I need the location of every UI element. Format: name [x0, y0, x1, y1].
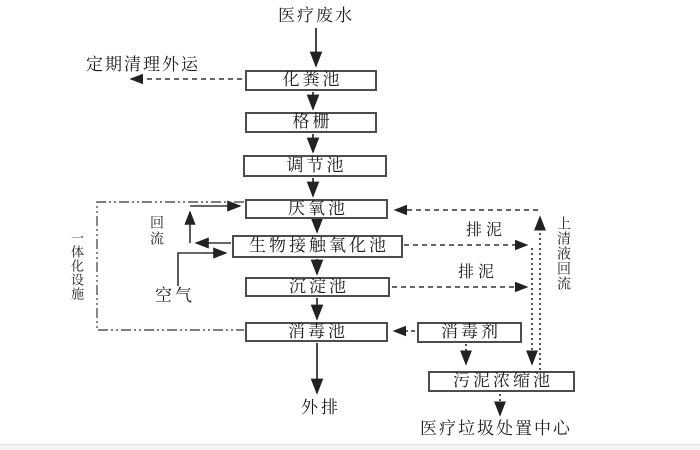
label-sludge-discharge-upper: 排泥 [466, 220, 507, 239]
air-inlet-line [178, 253, 226, 286]
label-medical-wastewater-source: 医疗废水 [278, 6, 354, 26]
node-label: 厌氧池 [288, 198, 348, 219]
node-label: 污泥浓缩池 [453, 371, 553, 391]
node-label: 生物接触氧化池 [249, 236, 389, 256]
label-supernatant-reflux: 上清液回流 [555, 216, 571, 291]
label-air: 空气 [155, 286, 195, 306]
node-label: 消毒池 [288, 321, 348, 342]
label-regular-cleanout-removal: 定期清理外运 [86, 55, 200, 75]
integrated-facility-enclosure [97, 202, 244, 330]
image-bottom-edge-strip [0, 444, 700, 450]
node-sedimentation-tank [245, 277, 390, 297]
node-bar-screen [245, 112, 377, 133]
node-disinfection-tank [245, 322, 388, 342]
node-regulating-tank [243, 155, 387, 177]
node-label: 调节池 [286, 155, 347, 176]
node-sludge-thickening-tank [428, 371, 575, 392]
label-outfall-discharge: 外排 [301, 398, 341, 418]
node-septic-tank [245, 70, 377, 91]
label-integrated-facility: 一体化设施 [68, 231, 83, 301]
label-medical-waste-disposal-center: 医疗垃圾处置中心 [420, 419, 572, 439]
node-label: 消毒剂 [441, 322, 501, 342]
node-anaerobic-tank [245, 199, 388, 219]
node-disinfectant [417, 322, 522, 343]
label-reflux: 回流 [148, 215, 164, 247]
node-label: 格栅 [292, 112, 333, 132]
node-label: 沉淀池 [289, 276, 349, 297]
label-sludge-discharge-lower: 排泥 [458, 262, 499, 281]
node-bio-contact-oxidation-tank [232, 235, 403, 258]
node-label: 化粪池 [282, 70, 343, 90]
